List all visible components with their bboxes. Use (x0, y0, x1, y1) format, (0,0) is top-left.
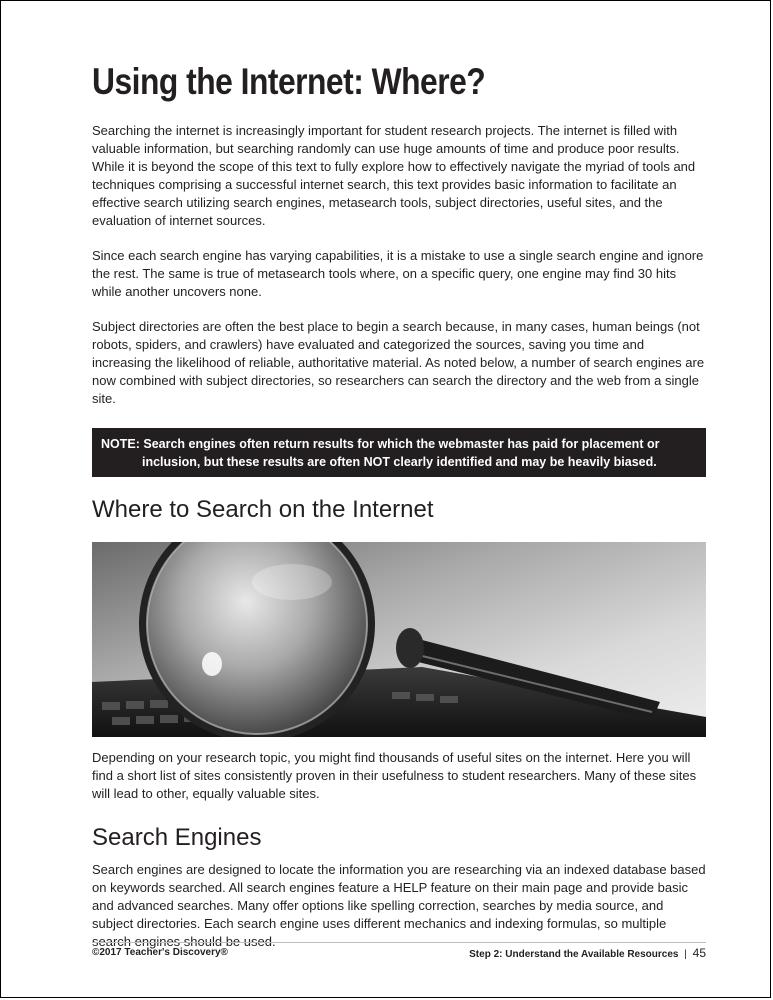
copyright-text: ©2017 Teacher's Discovery® (92, 947, 228, 958)
intro-paragraph-2: Since each search engine has varying capabilities, it is a mistake to use a single search engine and ignore the rest. The same is true of metasearch tools where, on a specific query, one engine may find 30 hits while another uncovers none. (92, 248, 704, 299)
page-number: 45 (692, 946, 706, 960)
note-box (92, 428, 706, 477)
intro-paragraph-1: Searching the internet is increasingly important for student research projects. The internet is filled with valuable information, but searching randomly can use huge amounts of time and produce poor results. While it is beyond the scope of this text to fully explore how to effectively navigate the myriad of tools and techniques comprising a successful internet search, this text provides basic information to facilitate an effective search utilizing search engines, metasearch tools, subject directories, useful sites, and the evaluation of internet sources. (92, 123, 696, 228)
magnifying-glass-illustration (92, 542, 706, 737)
note-line-2: inclusion, but these results are often NOT clearly identified and may be heavily biased. (142, 455, 657, 469)
search-engines-paragraph: Search engines are designed to locate the information you are researching via an indexed database based on keywords searched. All search engines feature a HELP feature on their main page and provide basic and advanced searches. Many offer options like spelling correction, searches by media source, and subject directories. Each search engine uses different mechanics and indexing formulas, so multiple search engines should be used. (92, 862, 706, 949)
where-to-search-heading: Where to Search on the Internet (92, 496, 434, 523)
page-footer (92, 942, 706, 960)
content (92, 59, 706, 951)
chapter-title: Step 2: Understand the Available Resources (469, 949, 679, 960)
where-to-search-paragraph: Depending on your research topic, you might find thousands of useful sites on the internet. Here you will find a short list of sites consistently proven in their usefulness to student researchers. Many of these sites will lead to other, equally valuable sites. (92, 750, 697, 801)
footer-right (469, 943, 706, 965)
note-line-1: NOTE: Search engines often return results for which the webmaster has paid for placement or (101, 437, 660, 451)
footer-separator: | (684, 949, 687, 960)
page-title: Using the Internet: Where? (92, 61, 486, 102)
magnifying-glass-photo (92, 542, 706, 737)
search-engines-heading: Search Engines (92, 824, 262, 851)
intro-paragraph-3: Subject directories are often the best place to begin a search because, in many cases, human beings (not robots, spiders, and crawlers) have evaluated and categorized the sources, saving you time and increasing the likelihood of reliable, authoritative material. As noted below, a number of search engines are now combined with subject directories, so researchers can search the directory and the web from a single site. (92, 319, 705, 406)
